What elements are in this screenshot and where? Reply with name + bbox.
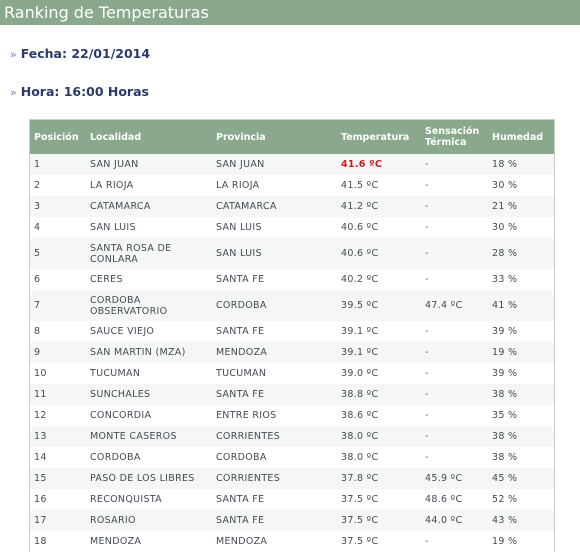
cell-sensacion-termica: 45.9 ºC [421,468,488,489]
cell-localidad: TUCUMAN [86,363,212,384]
header-posicion: Posición [30,120,86,154]
cell-temperatura: 38.6 ºC [337,405,421,426]
cell-posicion: 1 [30,154,86,175]
ranking-table [30,120,554,552]
table-row [30,468,554,489]
cell-posicion: 2 [30,175,86,196]
cell-humedad: 35 % [488,405,554,426]
cell-humedad: 19 % [488,342,554,363]
cell-sensacion-termica: - [421,384,488,405]
header-sensacion-termica: Sensación Térmica [421,120,488,154]
table-row [30,321,554,342]
cell-humedad: 38 % [488,447,554,468]
table-header-row [30,120,554,154]
cell-provincia: CORRIENTES [212,468,337,489]
cell-sensacion-termica: - [421,321,488,342]
header-provincia: Provincia [212,120,337,154]
cell-posicion: 6 [30,269,86,290]
cell-humedad: 45 % [488,468,554,489]
cell-sensacion-termica: - [421,426,488,447]
table-row [30,269,554,290]
cell-posicion: 3 [30,196,86,217]
cell-humedad: 33 % [488,269,554,290]
cell-posicion: 15 [30,468,86,489]
cell-sensacion-termica: - [421,269,488,290]
cell-posicion: 11 [30,384,86,405]
cell-localidad: SUNCHALES [86,384,212,405]
date-line [10,46,150,61]
cell-sensacion-termica: - [421,531,488,552]
cell-humedad: 21 % [488,196,554,217]
cell-localidad: MENDOZA [86,531,212,552]
time-line [10,84,149,99]
cell-temperatura: 37.5 ºC [337,489,421,510]
cell-localidad: SAN JUAN [86,154,212,175]
cell-temperatura: 39.5 ºC [337,290,421,321]
cell-temperatura: 37.8 ºC [337,468,421,489]
table-row [30,510,554,531]
cell-humedad: 43 % [488,510,554,531]
cell-provincia: LA RIOJA [212,175,337,196]
cell-posicion: 4 [30,217,86,238]
cell-provincia: TUCUMAN [212,363,337,384]
cell-posicion: 5 [30,238,86,269]
cell-provincia: SANTA FE [212,321,337,342]
cell-provincia: ENTRE RIOS [212,405,337,426]
cell-temperatura: 38.0 ºC [337,447,421,468]
cell-provincia: CATAMARCA [212,196,337,217]
cell-humedad: 30 % [488,175,554,196]
cell-posicion: 8 [30,321,86,342]
cell-sensacion-termica: - [421,238,488,269]
ranking-table-container [29,119,555,552]
cell-temperatura: 39.1 ºC [337,342,421,363]
cell-humedad: 28 % [488,238,554,269]
cell-posicion: 16 [30,489,86,510]
cell-posicion: 17 [30,510,86,531]
cell-humedad: 30 % [488,217,554,238]
cell-sensacion-termica: 48.6 ºC [421,489,488,510]
cell-sensacion-termica: 44.0 ºC [421,510,488,531]
cell-posicion: 13 [30,426,86,447]
cell-humedad: 41 % [488,290,554,321]
table-row [30,342,554,363]
cell-sensacion-termica: - [421,405,488,426]
cell-posicion: 9 [30,342,86,363]
table-row [30,175,554,196]
cell-temperatura: 41.5 ºC [337,175,421,196]
table-row [30,363,554,384]
cell-sensacion-termica: - [421,196,488,217]
table-row [30,196,554,217]
cell-humedad: 18 % [488,154,554,175]
cell-provincia: SANTA FE [212,384,337,405]
cell-temperatura: 40.6 ºC [337,217,421,238]
cell-posicion: 14 [30,447,86,468]
cell-humedad: 38 % [488,384,554,405]
cell-temperatura: 38.8 ºC [337,384,421,405]
cell-posicion: 10 [30,363,86,384]
cell-provincia: CORDOBA [212,290,337,321]
cell-localidad: CONCORDIA [86,405,212,426]
cell-sensacion-termica: - [421,363,488,384]
cell-posicion: 12 [30,405,86,426]
double-chevron-right-icon: » [10,48,17,61]
cell-provincia: CORRIENTES [212,426,337,447]
table-row [30,290,554,321]
cell-sensacion-termica: 47.4 ºC [421,290,488,321]
table-row [30,238,554,269]
cell-localidad: SANTA ROSA DE CONLARA [86,238,212,269]
header-temperatura: Temperatura [337,120,421,154]
cell-localidad: SAN MARTIN (MZA) [86,342,212,363]
cell-localidad: RECONQUISTA [86,489,212,510]
table-row [30,154,554,175]
cell-posicion: 7 [30,290,86,321]
header-humedad: Humedad [488,120,554,154]
header-localidad: Localidad [86,120,212,154]
table-row [30,447,554,468]
cell-humedad: 39 % [488,321,554,342]
cell-sensacion-termica: - [421,154,488,175]
table-row [30,405,554,426]
cell-sensacion-termica: - [421,342,488,363]
cell-provincia: SAN LUIS [212,238,337,269]
cell-sensacion-termica: - [421,175,488,196]
cell-localidad: SAUCE VIEJO [86,321,212,342]
cell-provincia: MENDOZA [212,342,337,363]
cell-provincia: SANTA FE [212,269,337,290]
cell-provincia: SANTA FE [212,489,337,510]
cell-localidad: SAN LUIS [86,217,212,238]
cell-humedad: 52 % [488,489,554,510]
cell-localidad: CERES [86,269,212,290]
cell-temperatura: 37.5 ºC [337,531,421,552]
cell-sensacion-termica: - [421,217,488,238]
cell-temperatura: 39.0 ºC [337,363,421,384]
cell-provincia: CORDOBA [212,447,337,468]
cell-localidad: LA RIOJA [86,175,212,196]
cell-humedad: 39 % [488,363,554,384]
table-row [30,384,554,405]
table-row [30,217,554,238]
cell-provincia: SAN LUIS [212,217,337,238]
cell-temperatura: 41.2 ºC [337,196,421,217]
cell-humedad: 38 % [488,426,554,447]
table-row [30,531,554,552]
date-label: Fecha: 22/01/2014 [20,46,151,61]
cell-humedad: 19 % [488,531,554,552]
cell-provincia: SANTA FE [212,510,337,531]
cell-temperatura: 41.6 ºC [337,154,421,175]
cell-temperatura: 37.5 ºC [337,510,421,531]
cell-posicion: 18 [30,531,86,552]
cell-localidad: PASO DE LOS LIBRES [86,468,212,489]
table-row [30,426,554,447]
cell-localidad: MONTE CASEROS [86,426,212,447]
cell-temperatura: 40.6 ºC [337,238,421,269]
page-title: Ranking de Temperaturas [0,0,580,25]
cell-temperatura: 38.0 ºC [337,426,421,447]
cell-temperatura: 39.1 ºC [337,321,421,342]
cell-provincia: SAN JUAN [212,154,337,175]
cell-temperatura: 40.2 ºC [337,269,421,290]
cell-localidad: CORDOBA [86,447,212,468]
table-row [30,489,554,510]
time-label: Hora: 16:00 Horas [20,84,149,99]
cell-localidad: ROSARIO [86,510,212,531]
double-chevron-right-icon: » [10,86,17,99]
cell-sensacion-termica: - [421,447,488,468]
cell-provincia: MENDOZA [212,531,337,552]
cell-localidad: CORDOBA OBSERVATORIO [86,290,212,321]
cell-localidad: CATAMARCA [86,196,212,217]
